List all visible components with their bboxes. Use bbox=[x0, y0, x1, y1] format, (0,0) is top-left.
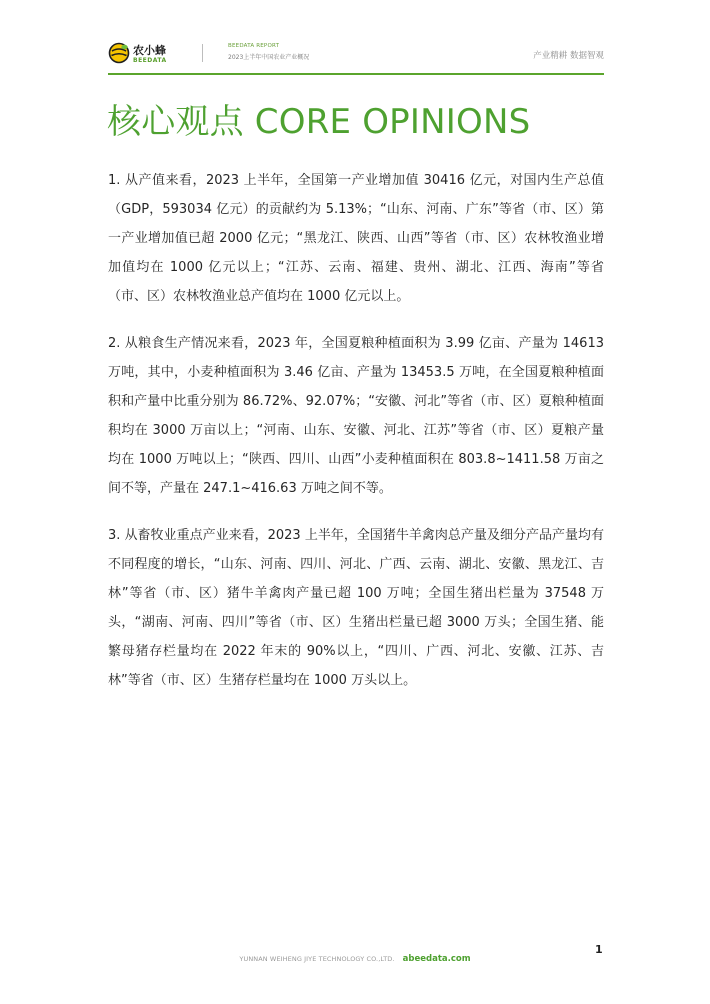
header-rule bbox=[108, 73, 604, 75]
page-header bbox=[108, 38, 604, 74]
brand-logo bbox=[108, 40, 192, 70]
page-number: 1 bbox=[595, 943, 603, 956]
logo-chinese-name: 农小蜂 bbox=[133, 44, 166, 57]
header-slogan: 产业精耕 数据智观 bbox=[533, 51, 604, 61]
opinion-paragraph-grain-production: 2. 从粮食生产情况来看，2023 年，全国夏粮种植面积为 3.99 亿亩、产量为 14613 万吨，其中，小麦种植面积为 3.46 亿亩、产量为 13453.5 万吨，在全国夏粮种植面积和产量中比重分别为 86.72%、92.07%；“安徽、河北”等省（市、区）夏粮种植面积均在 3000 万亩以上；“河南、山东、安徽、河北、江苏”等省（市、区）夏粮产量均在 1000 万吨以上；“陕西、四川、山西”小麦种植面积在 803.8~1411.58 万亩之间不等，产量在 247.1~416.63 万吨之间不等。 bbox=[108, 336, 604, 496]
page-footer bbox=[0, 946, 710, 965]
footer-website-link[interactable]: abeedata.com bbox=[402, 954, 471, 964]
opinion-paragraph-livestock: 3. 从畜牧业重点产业来看，2023 上半年，全国猪牛羊禽肉总产量及细分产品产量均有不同程度的增长，“山东、河南、四川、河北、广西、云南、湖北、安徽、黑龙江、吉林”等省（市、区）猪牛羊禽肉产量已超 100 万吨；全国生猪出栏量为 37548 万头，“湖南、河南、四川”等省（市、区）生猪出栏量已超 3000 万头；全国生猪、能繁母猪存栏量均在 2022 年末的 90%以上，“四川、广西、河北、安徽、江苏、吉林”等省（市、区）生猪存栏量均在 1000 万头以上。 bbox=[108, 528, 604, 688]
header-divider bbox=[202, 44, 203, 62]
report-subtitle: 2023上半年中国农业产业概况 bbox=[228, 54, 310, 61]
bee-logo-icon bbox=[108, 42, 130, 64]
footer-company: YUNNAN WEIHENG JIYE TECHNOLOGY CO.,LTD. bbox=[239, 955, 395, 963]
report-title: BEEDATA REPORT bbox=[228, 43, 280, 49]
opinion-paragraph-output-value: 1. 从产值来看，2023 上半年，全国第一产业增加值 30416 亿元，对国内生产总值（GDP，593034 亿元）的贡献约为 5.13%；“山东、河南、广东”等省（市、区）第一产业增加值已超 2000 亿元；“黑龙江、陕西、山西”等省（市、区）农林牧渔业增加值均在 1000 亿元以上；“江苏、云南、福建、贵州、湖北、江西、海南”等省（市、区）农林牧渔业总产值均在 1000 亿元以上。 bbox=[108, 173, 604, 304]
main-content bbox=[108, 166, 604, 713]
page-title: 核心观点 CORE OPINIONS bbox=[107, 102, 531, 142]
logo-english-name: BEEDATA bbox=[133, 57, 167, 64]
